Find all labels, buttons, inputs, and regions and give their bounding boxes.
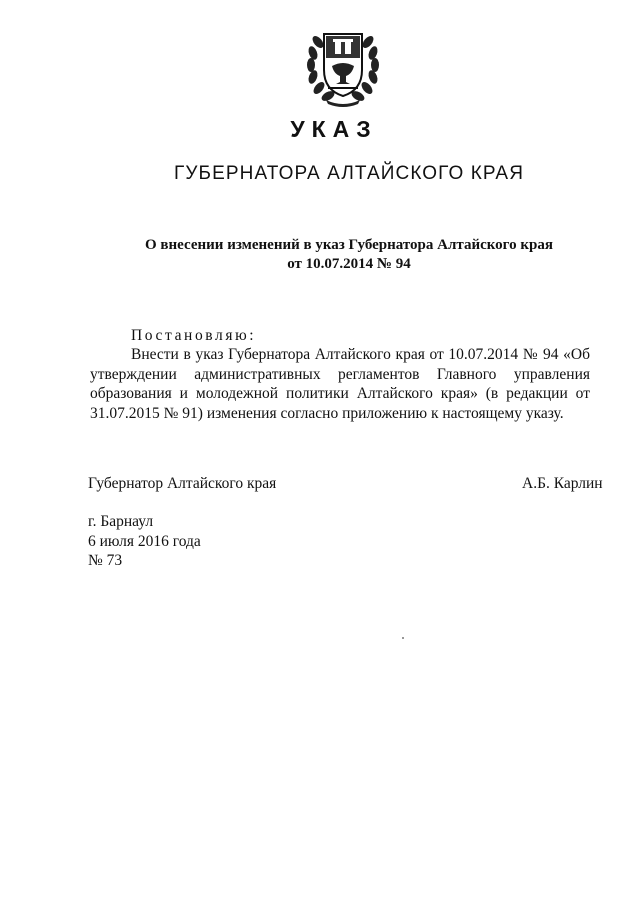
signer-title: Губернатор Алтайского края — [88, 475, 277, 492]
decree-word: Постановляю: — [131, 327, 257, 344]
document-subject — [0, 236, 640, 274]
subject-line-1: О внесении изменений в указ Губернатора Алтайского края — [145, 237, 553, 253]
body-paragraph: Внести в указ Губернатора Алтайского края от 10.07.2014 № 94 «Об утверждении административных регламентов Главного управления образования и молодежной политики Алтайского края» (в редакции от 31.07.2015 № 91) изменения согласно приложению к настоящему указу. — [90, 346, 590, 422]
document-type-heading: УКАЗ — [290, 116, 378, 142]
coat-of-arms-emblem — [302, 20, 384, 108]
scan-speck — [402, 637, 404, 639]
issuing-authority: ГУБЕРНАТОРА АЛТАЙСКОГО КРАЯ — [173, 163, 525, 184]
subject-line-2: от 10.07.2014 № 94 — [287, 256, 411, 272]
place-date-block — [88, 512, 201, 571]
signer-name: А.Б. Карлин — [522, 475, 603, 492]
document-number: № 73 — [88, 552, 123, 569]
issue-date: 6 июля 2016 года — [88, 532, 201, 550]
city: г. Барнаул — [88, 513, 154, 530]
